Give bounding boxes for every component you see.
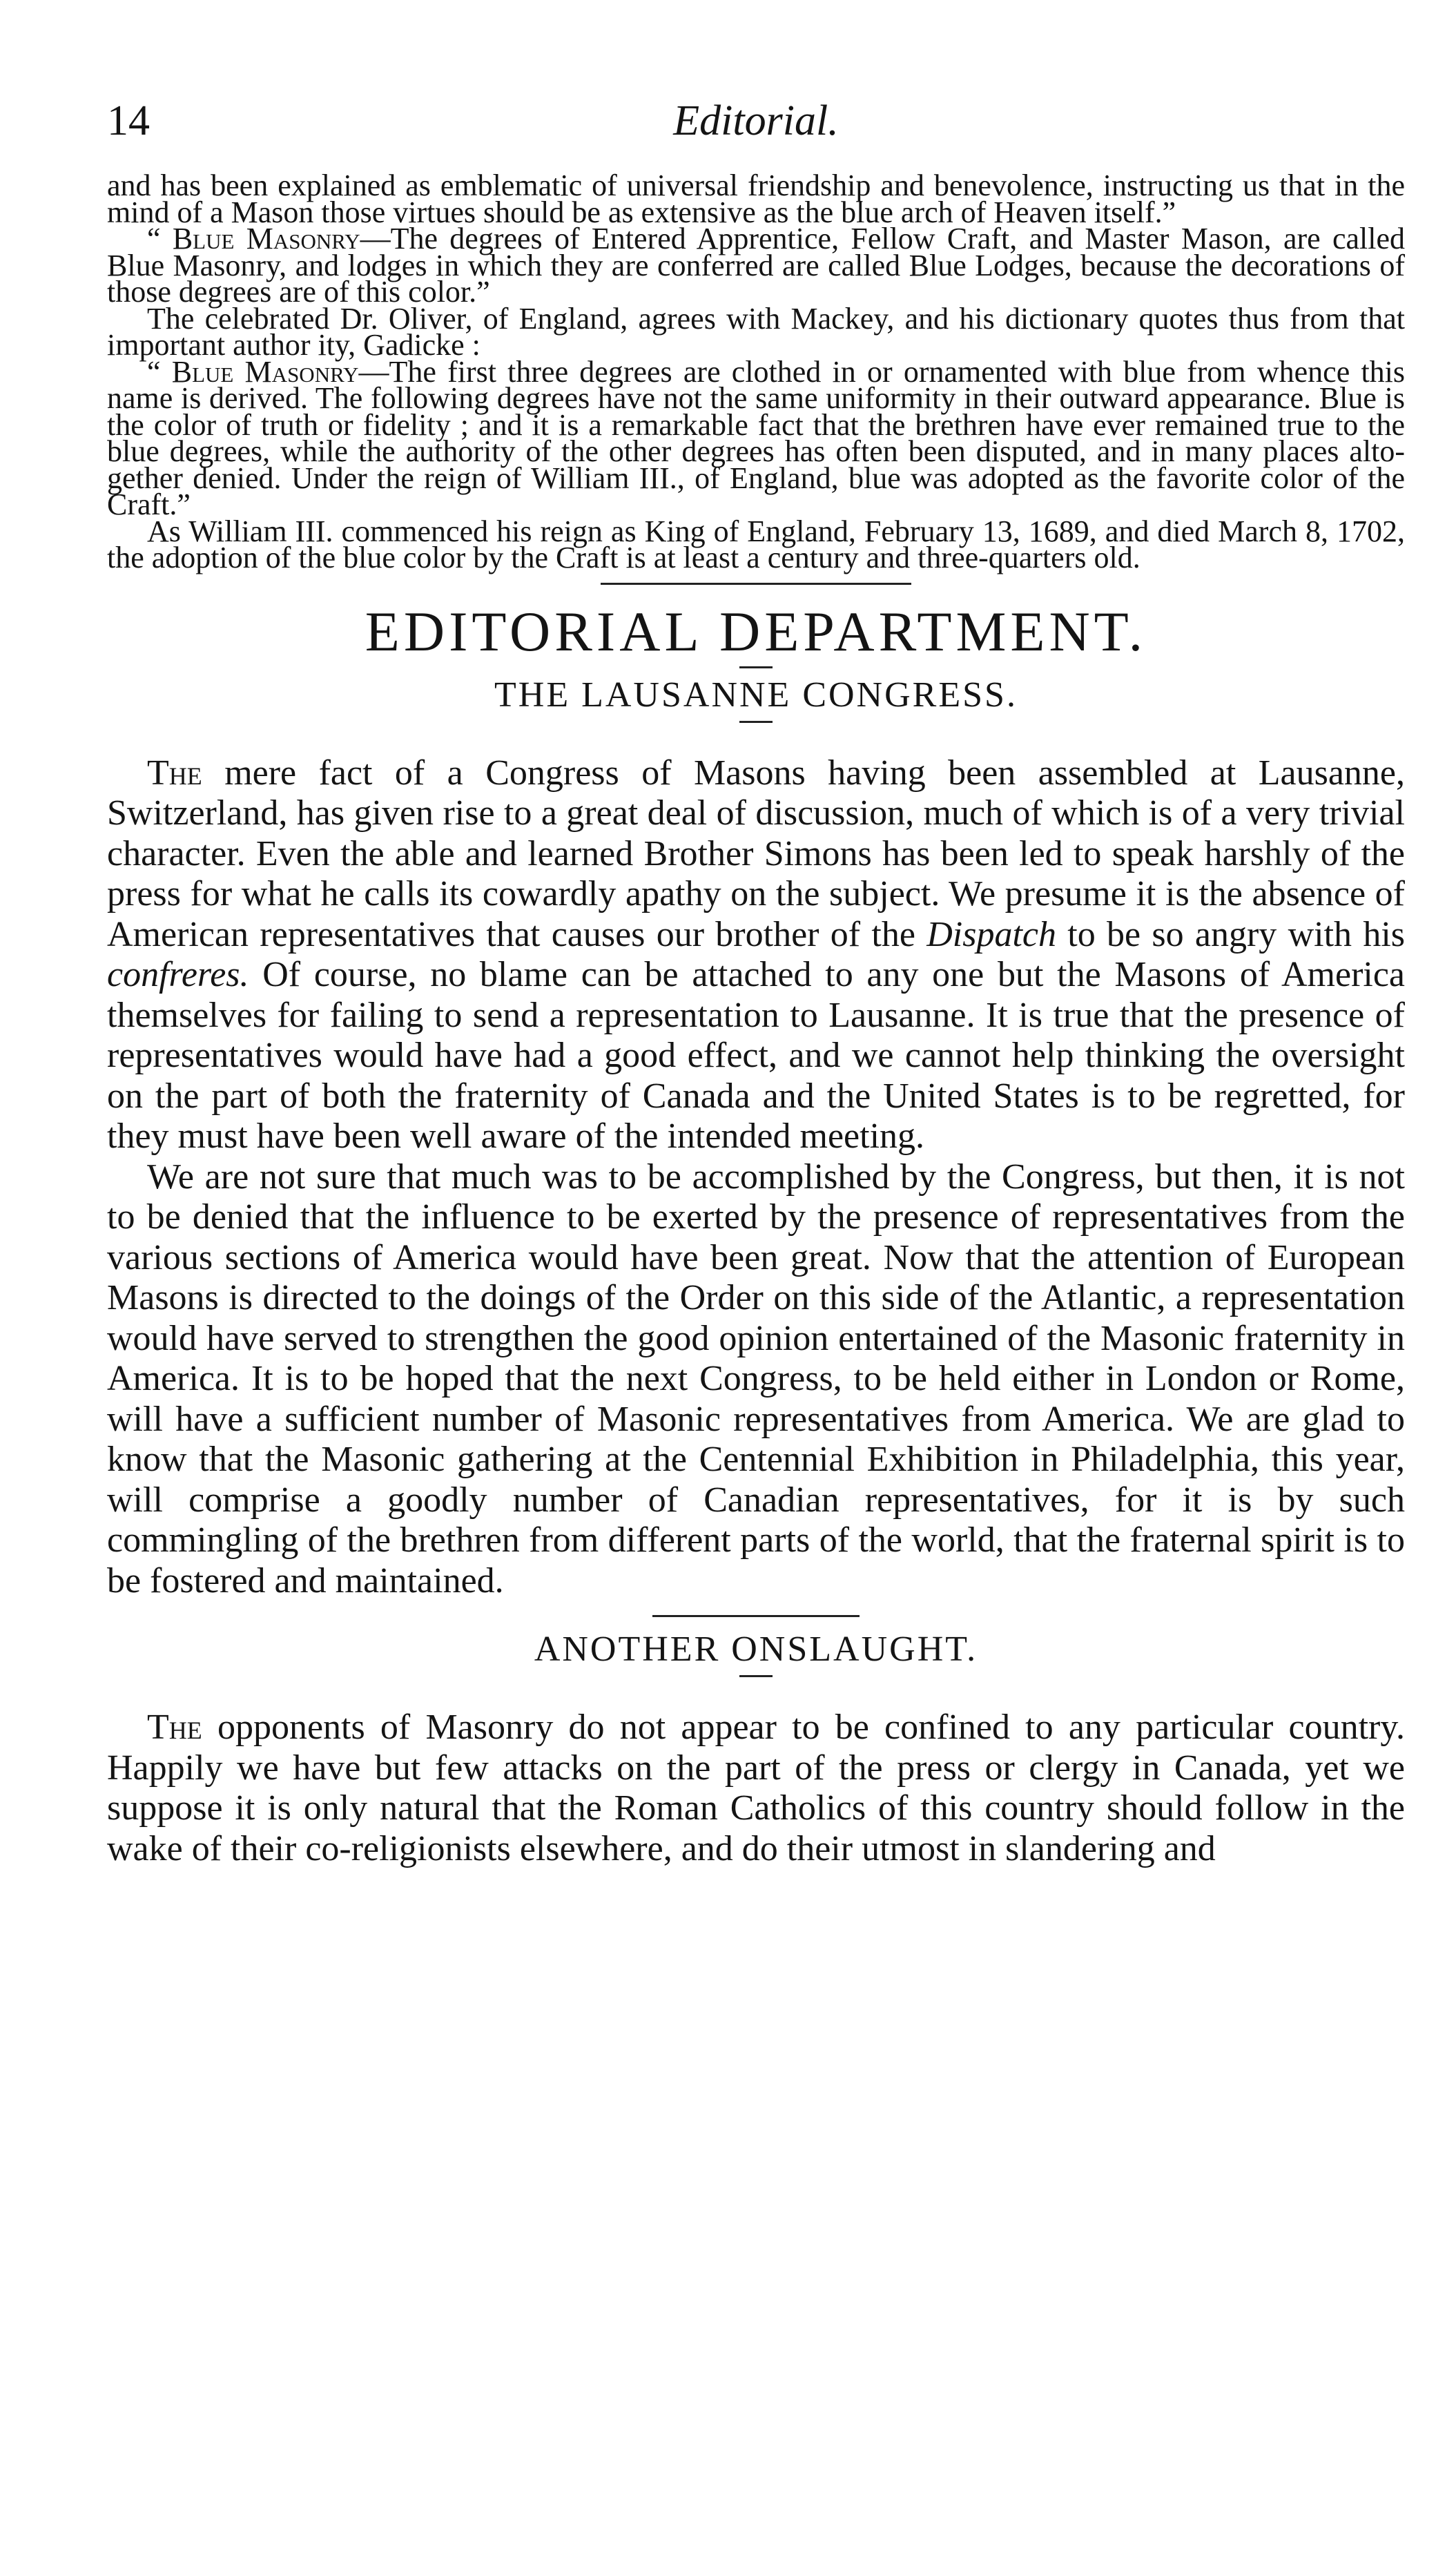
running-head — [107, 97, 1405, 173]
paragraph — [107, 753, 1405, 1157]
quote-text: —The first three degrees are clothed in or ornamented with blue from whence this name is derived. The following degrees have not the same uniformity in their outward appearance. Blue is the color of truth or fidelity ; and it is a remarkable fact that the brethren have ever remained true to the blue degrees, while the authority of the other degrees has often been disputed, and in many places altogether denied. Under the reign of William III., of England, blue was adopted as the favorite color of the Craft.” — [107, 354, 1406, 521]
text-run: Of course, no blame can be attached to any one but the Masons of America themselves for failing to send a representation to Lausanne. It is true that the presence of representatives would have had a good effect, and we cannot help thinking the oversight on the part of both the fraternity of Canada and the United States is to be regretted, for they must have been well aware of the intended meeting. — [107, 955, 1405, 1156]
article-body — [107, 753, 1405, 1602]
article-title: THE LAUSANNE CONGRESS. — [494, 675, 1018, 715]
quote-text: —The degrees of Entered Apprentice, Fellow Craft, and Master Mason, are called Blue Masonry, and lodges in which they are conferred are called Blue Lodges, because the decorations of those degrees are of this color.” — [107, 222, 1405, 309]
title-dash — [739, 721, 773, 723]
paragraph: We are not sure that much was to be accomplished by the Congress, but then, it is not to be denied that the influence to be exerted by the presence of representatives from the various sections of America would have been great. Now that the attention of European Masons is directed to the doings of the Order on this side of the Atlantic, a representation would have served to strengthen the good opinion entertained of the Masonic fraternity in America. It is to be hoped that the next Congress, to be held either in London or Rome, will have a sufficient number of Masonic representatives from America. We are glad to know that the Masonic gathering at the Centennial Exhibition in Philadelphia, this year, will comprise a goodly number of Canadian representatives, for it is by such commingling of the brethren from different parts of the world, that the fraternal spirit is to be fostered and maintained. — [107, 1157, 1405, 1601]
heading-dash — [739, 666, 773, 668]
italic-word: confreres. — [107, 955, 249, 994]
article-title: ANOTHER ONSLAUGHT. — [534, 1630, 978, 1669]
section-divider — [652, 1615, 860, 1617]
running-title: Editorial. — [673, 97, 839, 144]
text-run: to be so angry with his — [1056, 914, 1406, 954]
italic-word: Dispatch — [926, 914, 1056, 954]
page-number: 14 — [107, 97, 150, 144]
paragraph: The celebrated Dr. Oliver, of England, agrees with Mackey, and his dictionary quotes thus from that important author ity, Gadicke : — [107, 301, 1405, 362]
continued-text — [107, 168, 1406, 574]
quote-paragraph — [107, 222, 1405, 309]
section-divider — [601, 583, 911, 585]
quote-lead: “ Blue Masonry — [147, 222, 360, 255]
lead-word: The — [147, 753, 202, 793]
quote-lead: “ Blue Masonry — [147, 354, 359, 389]
lead-word: The — [147, 1708, 202, 1747]
quote-paragraph — [107, 354, 1406, 521]
paragraph: As William III. commenced his reign as King of England, February 13, 1689, and died March 8, 1702, the adoption of the blue color by the Craft is at least a century and three-quarters old. — [107, 514, 1405, 574]
text-run: opponents of Masonry do not appear to be confined to any particular country. Happily we have but few attacks on the part of the press or clergy in Canada, yet we suppose it is only natural that the Roman Catholics of this country should follow in the wake of their co-religionists elsewhere, and do their utmost in slandering and — [107, 1708, 1405, 1868]
page — [107, 97, 1405, 1869]
paragraph: and has been explained as emblematic of universal friendship and benevolence, instructing us that in the mind of a Mason those virtues should be as extensive as the blue arch of Heaven itself.” — [107, 168, 1405, 229]
department-heading: EDITORIAL DEPARTMENT. — [365, 599, 1147, 663]
article-body — [107, 1708, 1405, 1869]
text-run: mere fact of a Congress of Masons having been assembled at Lausanne, Switzerland, has given rise to a great deal of discussion, much of which is of a very trivial character. Even the able and learned Brother Simons has been led to speak harshly of the press for what he calls its cowardly apathy on the subject. We presume it is the absence of American representatives that causes our brother of the — [107, 753, 1405, 954]
paragraph — [107, 1708, 1405, 1869]
title-dash — [739, 1675, 773, 1677]
